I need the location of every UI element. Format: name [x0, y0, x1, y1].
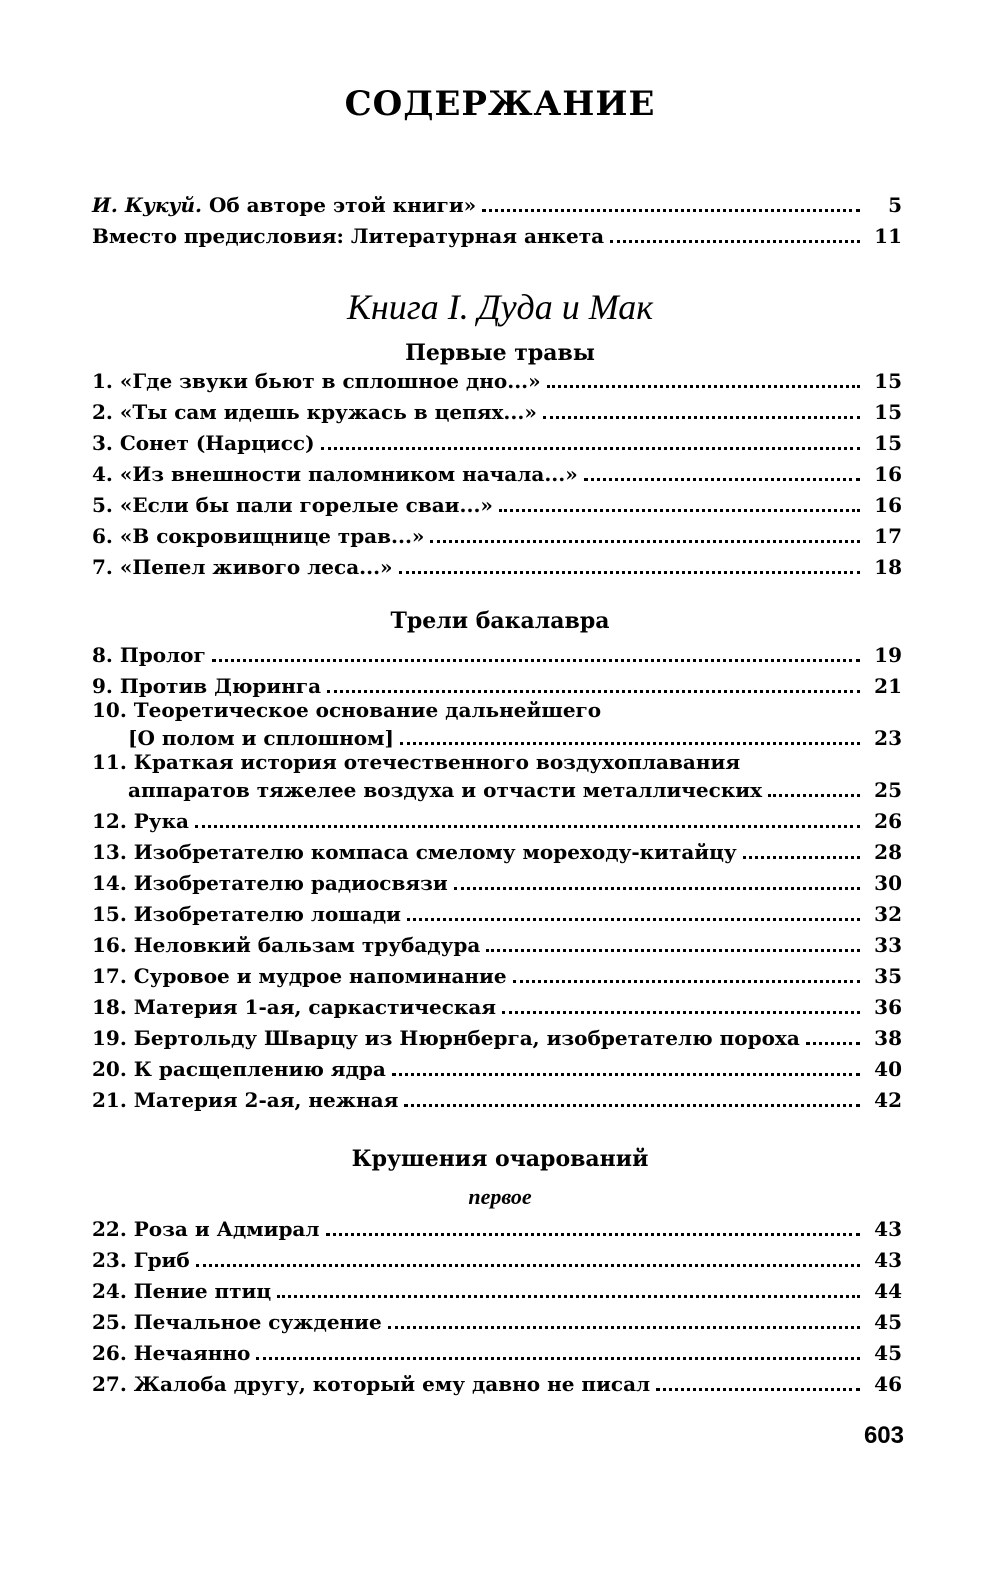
toc-entry-line2: [92, 722, 902, 750]
dot-leader: [482, 209, 860, 212]
toc-entry-label: 1. «Где звуки бьют в сплошное дно...»: [92, 369, 541, 393]
toc-entry-page: 18: [874, 555, 902, 579]
toc-entry[interactable]: [92, 517, 902, 548]
toc-entry[interactable]: [92, 1334, 902, 1365]
toc-entry-label: 18. Материя 1-ая, саркастическая: [92, 995, 497, 1019]
dot-leader: [196, 1264, 860, 1267]
section2-list: [92, 636, 902, 1112]
dot-leader: [430, 540, 860, 543]
toc-entry-label: 7. «Пепел живого леса...»: [92, 555, 393, 579]
dot-leader: [584, 478, 860, 481]
toc-entry-page: 46: [874, 1372, 902, 1396]
toc-entry[interactable]: [92, 833, 902, 864]
toc-entry[interactable]: [92, 1303, 902, 1334]
toc-entry[interactable]: [92, 1241, 902, 1272]
toc-entry-page: 43: [874, 1217, 902, 1241]
toc-entry-label: 25. Печальное суждение: [92, 1310, 382, 1334]
dot-leader: [454, 887, 860, 890]
toc-entry[interactable]: [92, 1272, 902, 1303]
toc-entry-line2: [92, 774, 902, 802]
toc-entry-page: 32: [874, 902, 902, 926]
toc-entry-page: 15: [874, 431, 902, 455]
toc-entry-page: 42: [874, 1088, 902, 1112]
dot-leader: [499, 509, 860, 512]
dot-leader: [256, 1357, 860, 1360]
toc-entry-label: 22. Роза и Адмирал: [92, 1217, 320, 1241]
toc-entry[interactable]: [92, 548, 902, 579]
toc-entry-label: 24. Пение птиц: [92, 1279, 272, 1303]
toc-entry-page: 23: [874, 726, 902, 750]
toc-entry-page: 35: [874, 964, 902, 988]
toc-entry-label: [92, 193, 476, 217]
toc-entry-page: 38: [874, 1026, 902, 1050]
toc-entry[interactable]: [92, 864, 902, 895]
toc-entry-label: 6. «В сокровищнице трав...»: [92, 524, 425, 548]
toc-entry-page: 15: [874, 400, 902, 424]
toc-entry-page: 15: [874, 369, 902, 393]
toc-entry-label-line1: 11. Краткая история отечественного воздухоплавания: [92, 750, 741, 774]
toc-entry-page: 30: [874, 871, 902, 895]
toc-entry-label: 5. «Если бы пали горелые сваи...»: [92, 493, 493, 517]
toc-entry-page: 33: [874, 933, 902, 957]
toc-entry[interactable]: [92, 1210, 902, 1241]
toc-entry-page: 26: [874, 809, 902, 833]
toc-entry[interactable]: [92, 362, 902, 393]
dot-leader: [513, 980, 860, 983]
toc-entry-page: 11: [874, 224, 902, 248]
toc-entry-label-line2: [О полом и сплошном]: [128, 726, 394, 750]
toc-entry-multiline[interactable]: [92, 698, 902, 750]
dot-leader: [400, 742, 860, 745]
toc-entry-label-line2: аппаратов тяжелее воздуха и отчасти металлических: [128, 778, 763, 802]
toc-entry[interactable]: [92, 802, 902, 833]
toc-entry[interactable]: [92, 424, 902, 455]
dot-leader: [806, 1042, 860, 1045]
toc-entry-label: 26. Нечаянно: [92, 1341, 251, 1365]
toc-entry-page: 43: [874, 1248, 902, 1272]
dot-leader: [543, 416, 860, 419]
toc-entry-page: 21: [874, 674, 902, 698]
toc-entry[interactable]: [92, 957, 902, 988]
dot-leader: [743, 856, 860, 859]
toc-entry-page: 45: [874, 1310, 902, 1334]
toc-entry-page: 45: [874, 1341, 902, 1365]
toc-entry-page: 5: [888, 193, 902, 217]
toc-entry[interactable]: [92, 1050, 902, 1081]
toc-entry-about-author[interactable]: [92, 186, 902, 217]
dot-leader: [407, 918, 860, 921]
toc-entry[interactable]: [92, 926, 902, 957]
toc-entry-preface[interactable]: [92, 217, 902, 248]
toc-entry-title: Об авторе этой книги»: [208, 193, 477, 217]
toc-entry[interactable]: [92, 486, 902, 517]
toc-entry-page: 16: [874, 493, 902, 517]
section1-list: [92, 362, 902, 579]
dot-leader: [547, 385, 860, 388]
toc-entry-label: 17. Суровое и мудрое напоминание: [92, 964, 507, 988]
toc-entry[interactable]: [92, 1019, 902, 1050]
book-title: Книга I. Дуда и Мак: [346, 287, 654, 327]
toc-entry-page: 44: [874, 1279, 902, 1303]
toc-entry-multiline[interactable]: [92, 750, 902, 802]
toc-entry-label: 23. Гриб: [92, 1248, 190, 1272]
page-title: СОДЕРЖАНИЕ: [344, 84, 656, 124]
toc-entry-label: 19. Бертольду Шварцу из Нюрнберга, изобретателю пороха: [92, 1026, 800, 1050]
toc-entry-label: 27. Жалоба другу, который ему давно не писал: [92, 1372, 651, 1396]
toc-entry-page: 36: [874, 995, 902, 1019]
toc-entry-author: И. Кукуй.: [92, 193, 202, 217]
toc-entry-label: 2. «Ты сам идешь кружась в цепях...»: [92, 400, 537, 424]
toc-entry-label: 3. Сонет (Нарцисс): [92, 431, 315, 455]
toc-entry[interactable]: [92, 455, 902, 486]
toc-entry-label: 9. Против Дюринга: [92, 674, 322, 698]
toc-entry[interactable]: [92, 988, 902, 1019]
toc-entry[interactable]: [92, 393, 902, 424]
toc-entry-label: Вместо предисловия: Литературная анкета: [92, 224, 605, 248]
toc-entry-label: 15. Изобретателю лошади: [92, 902, 401, 926]
section3-list: [92, 1210, 902, 1396]
toc-entry-page: 40: [874, 1057, 902, 1081]
dot-leader: [392, 1073, 860, 1076]
section-title-bachelor-trills: Трели бакалавра: [390, 608, 610, 634]
toc-entry[interactable]: [92, 895, 902, 926]
toc-entry[interactable]: [92, 1365, 902, 1396]
dot-leader: [277, 1295, 860, 1298]
section-title-disenchantments: Крушения очарований: [351, 1146, 649, 1172]
toc-entry[interactable]: [92, 667, 902, 698]
toc-entry-label: 8. Пролог: [92, 643, 206, 667]
toc-entry-label: 13. Изобретателю компаса смелому мореходу-китайцу: [92, 840, 737, 864]
dot-leader: [212, 659, 860, 662]
dot-leader: [610, 240, 860, 243]
toc-entry-page: 25: [874, 778, 902, 802]
toc-entry-label-line1: 10. Теоретическое основание дальнейшего: [92, 698, 602, 722]
page-number: 603: [863, 1422, 904, 1449]
dot-leader: [404, 1104, 860, 1107]
dot-leader: [768, 794, 860, 797]
toc-entry-label: 14. Изобретателю радиосвязи: [92, 871, 448, 895]
toc-entry-label: 21. Материя 2-ая, нежная: [92, 1088, 399, 1112]
dot-leader: [327, 690, 860, 693]
dot-leader: [388, 1326, 860, 1329]
toc-entry[interactable]: [92, 636, 902, 667]
section-title-first-grasses: Первые травы: [405, 340, 595, 366]
toc-entry-page: 19: [874, 643, 902, 667]
dot-leader: [399, 571, 860, 574]
toc-entry-label: 16. Неловкий бальзам трубадура: [92, 933, 481, 957]
toc-entry-page: 17: [874, 524, 902, 548]
front-matter-list: [92, 186, 902, 248]
dot-leader: [486, 949, 860, 952]
section-subtitle-first: первое: [468, 1184, 532, 1209]
dot-leader: [326, 1233, 861, 1236]
toc-entry-page: 28: [874, 840, 902, 864]
dot-leader: [656, 1388, 860, 1391]
toc-entry-label: 4. «Из внешности паломником начала...»: [92, 462, 578, 486]
toc-entry-label: 12. Рука: [92, 809, 190, 833]
dot-leader: [321, 447, 860, 450]
dot-leader: [195, 825, 860, 828]
dot-leader: [502, 1011, 860, 1014]
toc-entry[interactable]: [92, 1081, 902, 1112]
toc-entry-label: 20. К расщеплению ядра: [92, 1057, 386, 1081]
toc-entry-page: 16: [874, 462, 902, 486]
